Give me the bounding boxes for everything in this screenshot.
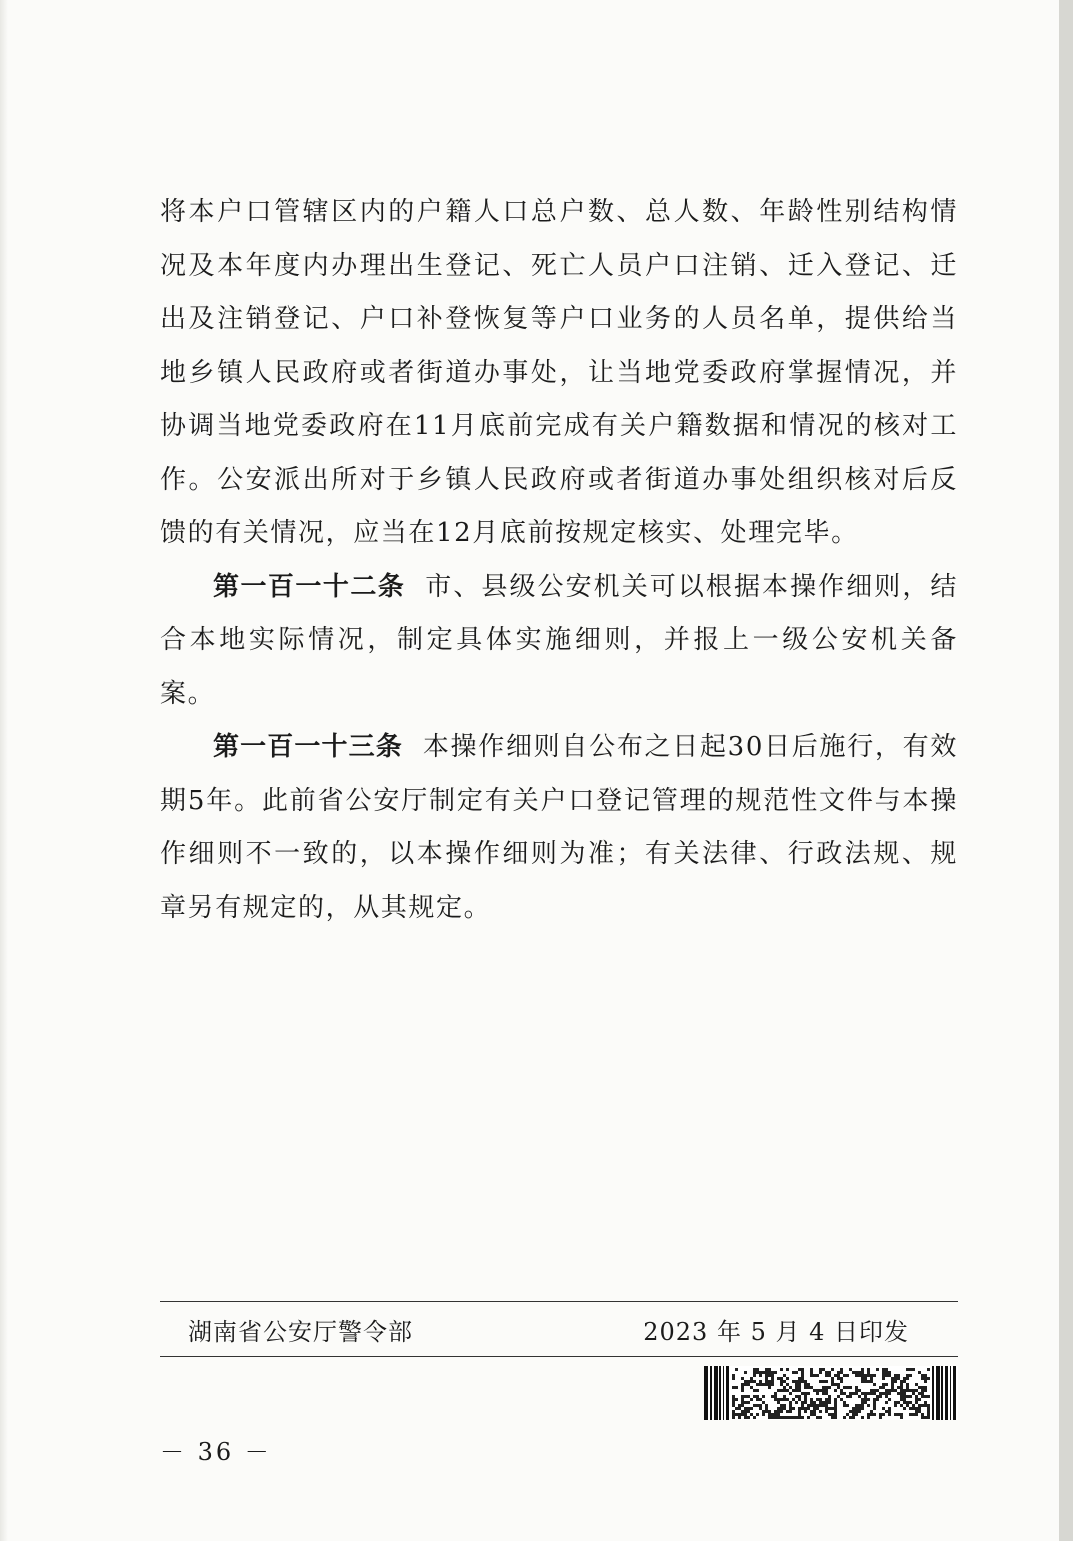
article-113-number: 第一百一十三条 [213, 732, 403, 762]
issuer-name: 湖南省公安厅警令部 [188, 1318, 413, 1346]
print-date: 2023 年 5 月 4 日印发 [643, 1318, 909, 1346]
footer-rule-bottom [160, 1356, 958, 1357]
paragraph-continued: 将本户口管辖区内的户籍人口总户数、总人数、年龄性别结构情况及本年度内办理出生登记、死亡人员户口注销、迁入登记、迁出及注销登记、户口补登恢复等户口业务的人员名单，提供给当地乡镇人民政府或者街道办事处，让当地党委政府掌握情况，并协调当地党委政府在11月底前完成有关户籍数据和情况的核对工作。公安派出所对于乡镇人民政府或者街道办事处组织核对后反馈的有关情况，应当在12月底前按规定核实、处理完毕。 [160, 197, 958, 548]
article-112-number: 第一百一十二条 [213, 571, 406, 602]
body-text [160, 186, 958, 935]
barcode-image [704, 1366, 958, 1420]
article-113-text: 本操作细则自公布之日起30日后施行，有效期5年。此前省公安厅制定有关户口登记管理的规范性文件与本操作细则不一致的，以本操作细则为准；有关法律、行政法规、规章另有规定的，从其规定。 [160, 732, 958, 923]
page-number: － 36 － [160, 1438, 272, 1466]
article-113 [160, 721, 958, 935]
footer-rule-top [160, 1301, 958, 1302]
article-112 [160, 561, 958, 722]
article-112-text: 市、县级公安机关可以根据本操作细则，结合本地实际情况，制定具体实施细则，并报上一级公安机关备案。 [160, 571, 958, 709]
